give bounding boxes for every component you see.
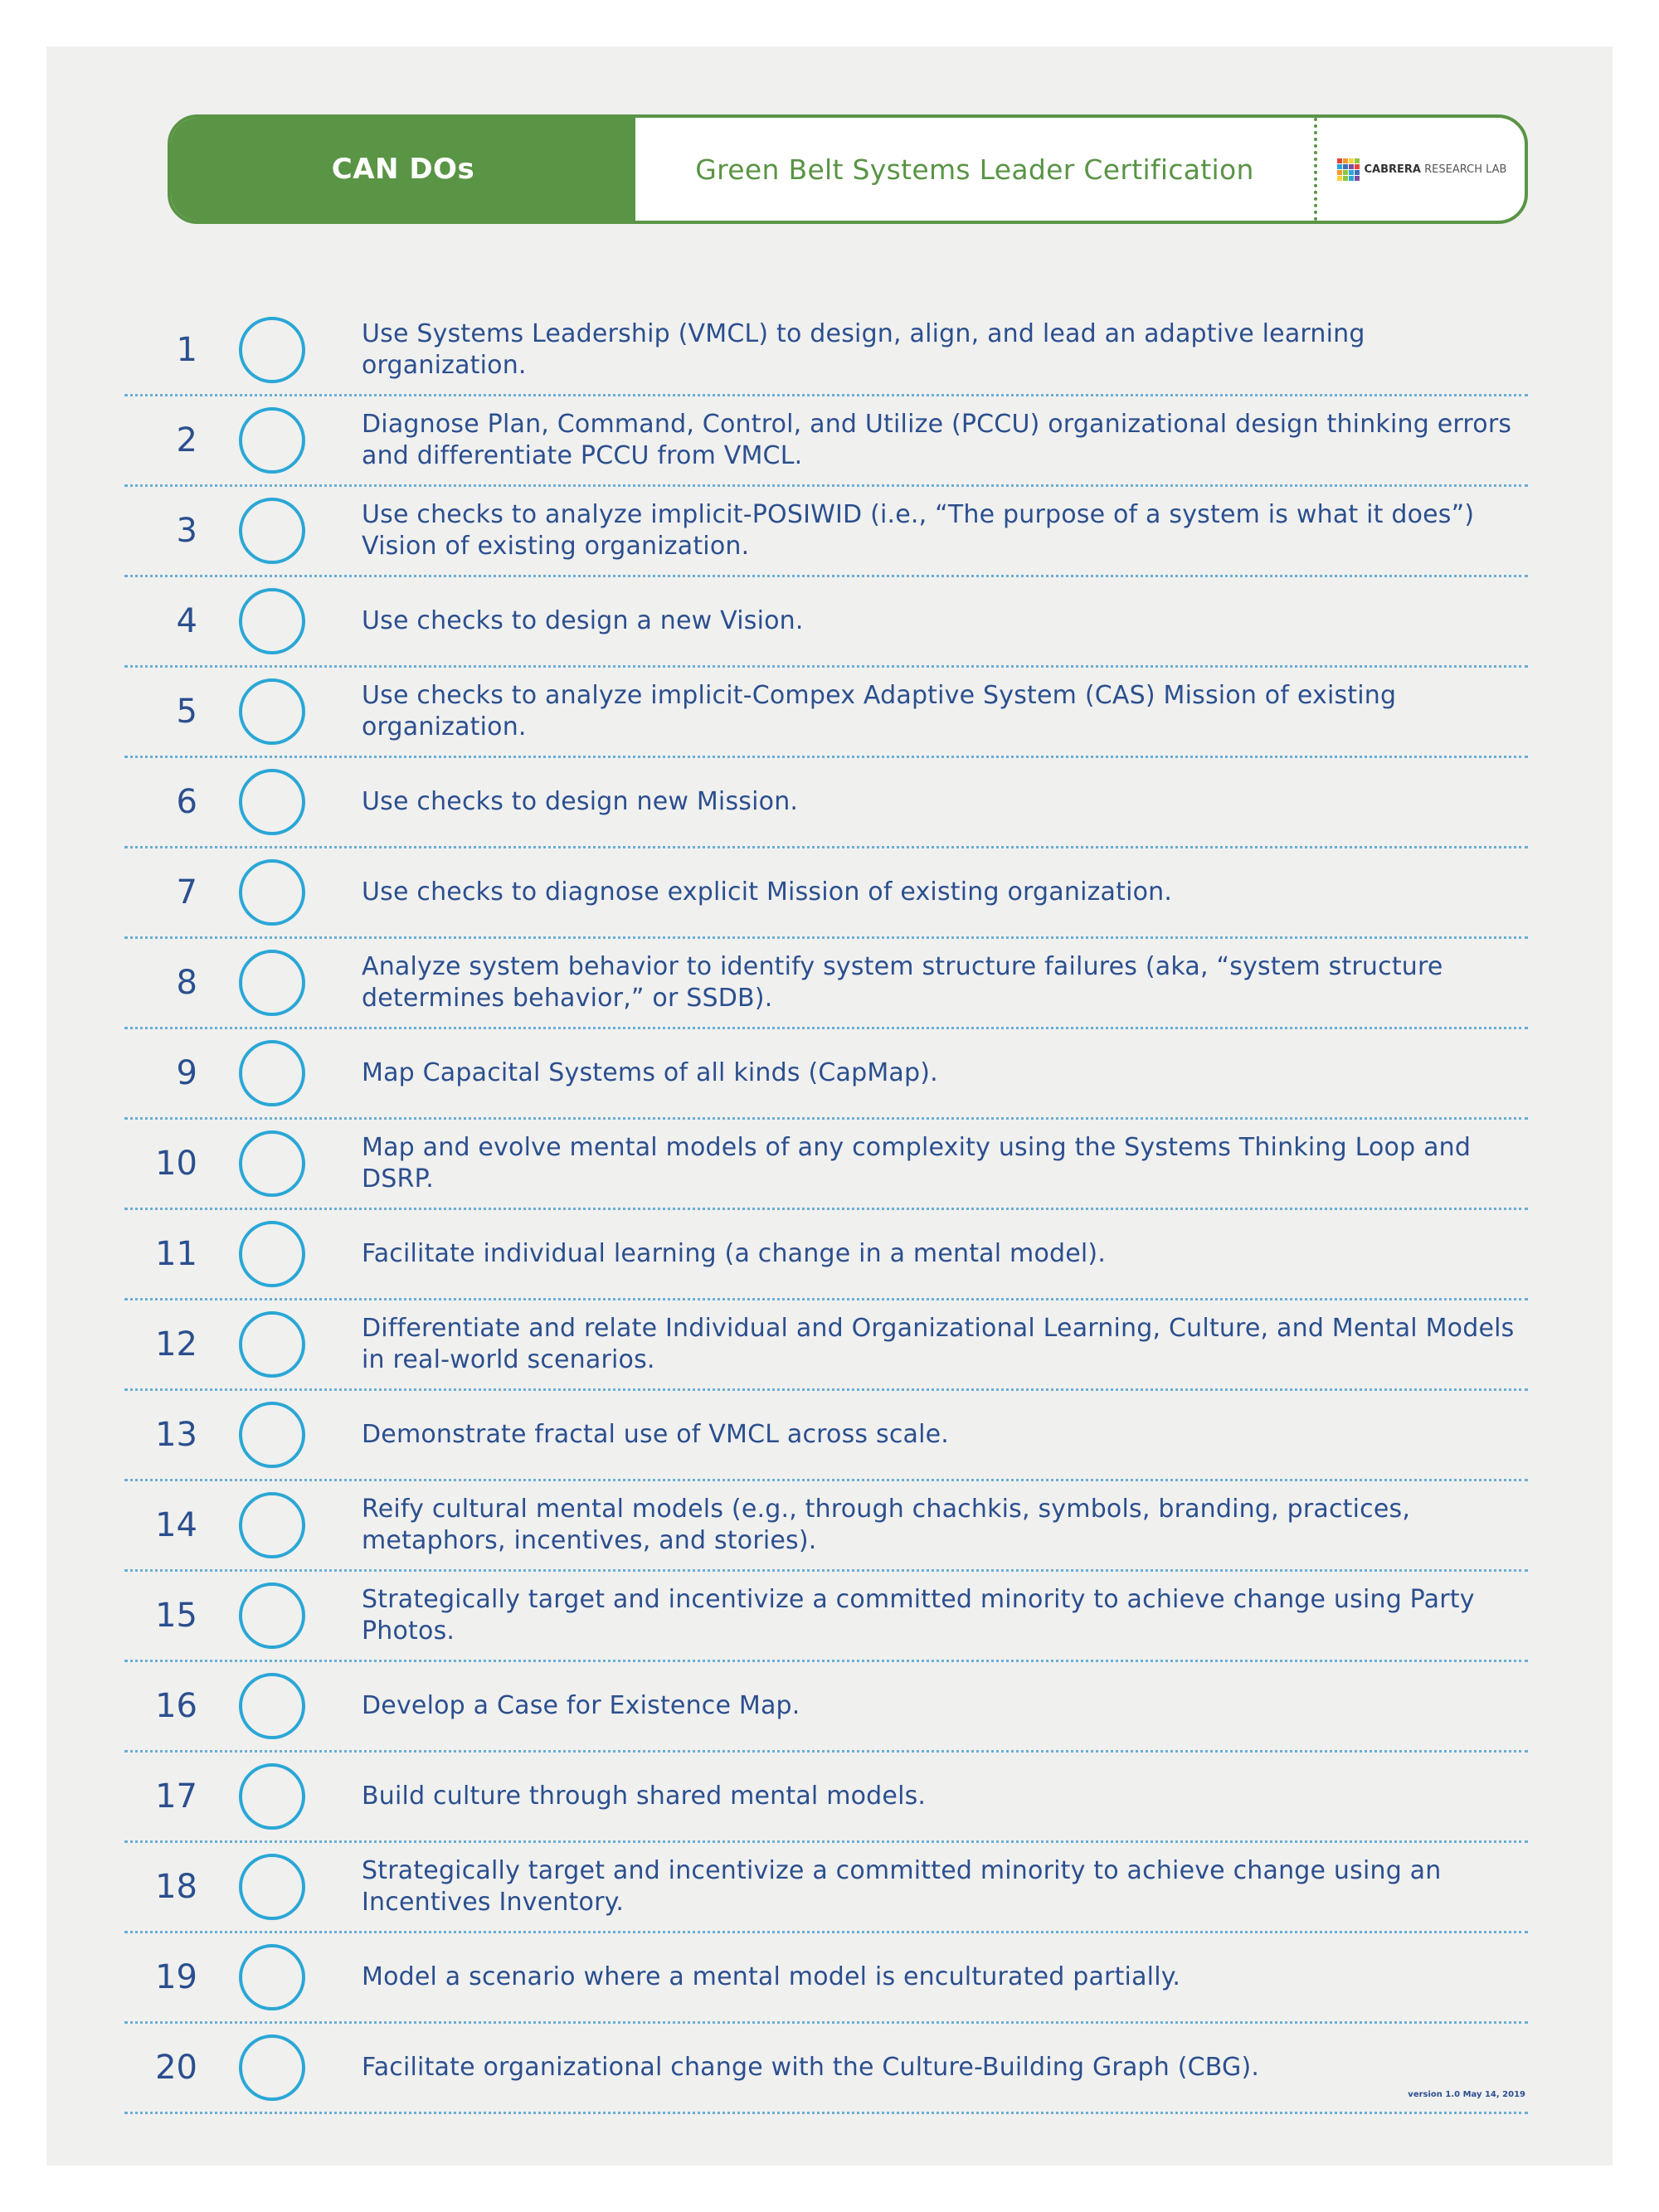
list-item <box>124 758 1528 848</box>
list-item <box>124 668 1528 758</box>
logo-tile <box>1337 176 1342 181</box>
page-sheet <box>46 46 1613 2166</box>
item-checkbox[interactable] <box>239 859 305 926</box>
item-text: Map Capacital Systems of all kinds (CapMap). <box>362 1058 938 1087</box>
item-number: 13 <box>155 1416 197 1454</box>
item-text: Strategically target and incentivize a committed minority to achieve change using Party Photos. <box>362 1585 1475 1646</box>
list-item <box>124 1662 1528 1753</box>
item-number: 15 <box>155 1597 197 1635</box>
item-checkbox[interactable] <box>239 2035 305 2101</box>
item-number: 10 <box>155 1145 197 1183</box>
list-item <box>124 1300 1528 1391</box>
list-item <box>124 1753 1528 1843</box>
list-item <box>124 396 1528 487</box>
item-number: 20 <box>155 2049 197 2087</box>
list-item <box>124 1933 1528 2024</box>
item-text: Build culture through shared mental models. <box>362 1782 927 1811</box>
item-text: Map and evolve mental models of any complexity using the Systems Thinking Loop and DSRP. <box>362 1133 1472 1194</box>
item-number: 5 <box>176 693 197 731</box>
item-text: Use checks to design a new Vision. <box>362 606 804 635</box>
logo-tile <box>1355 176 1360 181</box>
list-item <box>124 1120 1528 1210</box>
item-checkbox[interactable] <box>239 1130 305 1197</box>
header-divider <box>1314 118 1317 221</box>
item-number: 4 <box>176 602 197 640</box>
item-number: 1 <box>176 331 197 369</box>
item-number: 16 <box>155 1687 197 1725</box>
item-text: Strategically target and incentivize a committed minority to achieve change using an Incentives Inventory. <box>362 1856 1442 1917</box>
item-checkbox[interactable] <box>239 1582 305 1649</box>
list-item <box>124 2024 1528 2114</box>
item-text: Facilitate individual learning (a change in a mental model). <box>362 1239 1107 1268</box>
item-checkbox[interactable] <box>239 1763 305 1830</box>
list-item <box>124 1572 1528 1662</box>
item-checkbox[interactable] <box>239 317 305 383</box>
list-item <box>124 487 1528 577</box>
item-number: 19 <box>155 1958 197 1996</box>
item-checkbox[interactable] <box>239 769 305 835</box>
logo-tile <box>1355 170 1360 175</box>
item-number: 17 <box>155 1777 197 1816</box>
item-text: Use checks to diagnose explicit Mission of existing organization. <box>362 878 1173 907</box>
logo-tile <box>1355 158 1360 163</box>
header-label-panel <box>171 118 635 221</box>
item-number: 3 <box>176 512 197 550</box>
item-checkbox[interactable] <box>239 950 305 1016</box>
logo-tile <box>1337 158 1342 163</box>
header-title: Green Belt Systems Leader Certification <box>695 153 1254 186</box>
item-checkbox[interactable] <box>239 1221 305 1287</box>
item-checkbox[interactable] <box>239 1311 305 1378</box>
list-item <box>124 577 1528 668</box>
item-number: 18 <box>155 1868 197 1906</box>
item-text: Develop a Case for Existence Map. <box>362 1691 800 1720</box>
item-text: Analyze system behavior to identify system structure failures (aka, “system structure determines behavior,” or SSDB). <box>362 952 1443 1013</box>
header-banner <box>168 114 1528 224</box>
header-label: CAN DOs <box>331 153 475 186</box>
item-number: 6 <box>176 783 197 821</box>
version-note: version 1.0 May 14, 2019 <box>1408 2090 1525 2099</box>
item-checkbox[interactable] <box>239 1854 305 1920</box>
item-checkbox[interactable] <box>239 678 305 745</box>
list-item <box>124 306 1528 396</box>
logo-tile <box>1349 170 1354 175</box>
item-text: Use checks to design new Mission. <box>362 787 799 816</box>
logo-tile <box>1343 176 1348 181</box>
item-text: Model a scenario where a mental model is enculturated partially. <box>362 1962 1181 1991</box>
cabrera-logo <box>1322 118 1521 221</box>
list-item <box>124 1391 1528 1481</box>
item-number: 12 <box>155 1325 197 1364</box>
item-number: 9 <box>176 1054 197 1092</box>
item-checkbox[interactable] <box>239 407 305 474</box>
item-number: 11 <box>155 1235 197 1273</box>
item-number: 8 <box>176 964 197 1002</box>
logo-tile <box>1343 164 1348 169</box>
item-checkbox[interactable] <box>239 1040 305 1106</box>
logo-tile <box>1337 164 1342 169</box>
logo-text-bold: CABRERA <box>1364 163 1421 176</box>
list-item <box>124 939 1528 1029</box>
can-do-list <box>124 306 1528 2114</box>
logo-tile <box>1355 164 1360 169</box>
logo-tile <box>1337 170 1342 175</box>
item-text: Use checks to analyze implicit-POSIWID (i.e., “The purpose of a system is what it does”) Vision of existing organization. <box>362 500 1475 561</box>
item-checkbox[interactable] <box>239 1402 305 1468</box>
item-checkbox[interactable] <box>239 498 305 564</box>
item-text: Use Systems Leadership (VMCL) to design, align, and lead an adaptive learning organization. <box>362 319 1365 380</box>
logo-tile <box>1343 158 1348 163</box>
list-item <box>124 848 1528 939</box>
list-item <box>124 1843 1528 1933</box>
logo-tile <box>1349 164 1354 169</box>
logo-text <box>1365 163 1507 176</box>
item-text: Use checks to analyze implicit-Compex Adaptive System (CAS) Mission of existing organization. <box>362 681 1397 741</box>
logo-tile <box>1343 170 1348 175</box>
item-number: 2 <box>176 421 197 459</box>
item-number: 7 <box>176 873 197 912</box>
logo-tile <box>1349 158 1354 163</box>
item-text: Demonstrate fractal use of VMCL across scale. <box>362 1420 950 1449</box>
item-text: Diagnose Plan, Command, Control, and Utilize (PCCU) organizational design thinking errors and differentiate PCCU from VMCL. <box>362 410 1512 470</box>
list-item <box>124 1029 1528 1120</box>
list-item <box>124 1481 1528 1572</box>
item-checkbox[interactable] <box>239 1673 305 1739</box>
item-checkbox[interactable] <box>239 588 305 654</box>
item-text: Reify cultural mental models (e.g., through chachkis, symbols, branding, practices, metaphors, incentives, and stories). <box>362 1495 1411 1555</box>
logo-tile <box>1349 176 1354 181</box>
item-number: 14 <box>155 1506 197 1544</box>
item-text: Differentiate and relate Individual and Organizational Learning, Culture, and Mental Models in real-world scenarios. <box>362 1314 1515 1374</box>
list-item <box>124 1210 1528 1300</box>
item-text: Facilitate organizational change with the Culture-Building Graph (CBG). <box>362 2053 1260 2082</box>
item-checkbox[interactable] <box>239 1492 305 1558</box>
header-title-panel <box>635 118 1314 221</box>
item-checkbox[interactable] <box>239 1944 305 2010</box>
logo-grid-icon <box>1337 158 1360 181</box>
logo-text-rest: RESEARCH LAB <box>1421 163 1507 176</box>
